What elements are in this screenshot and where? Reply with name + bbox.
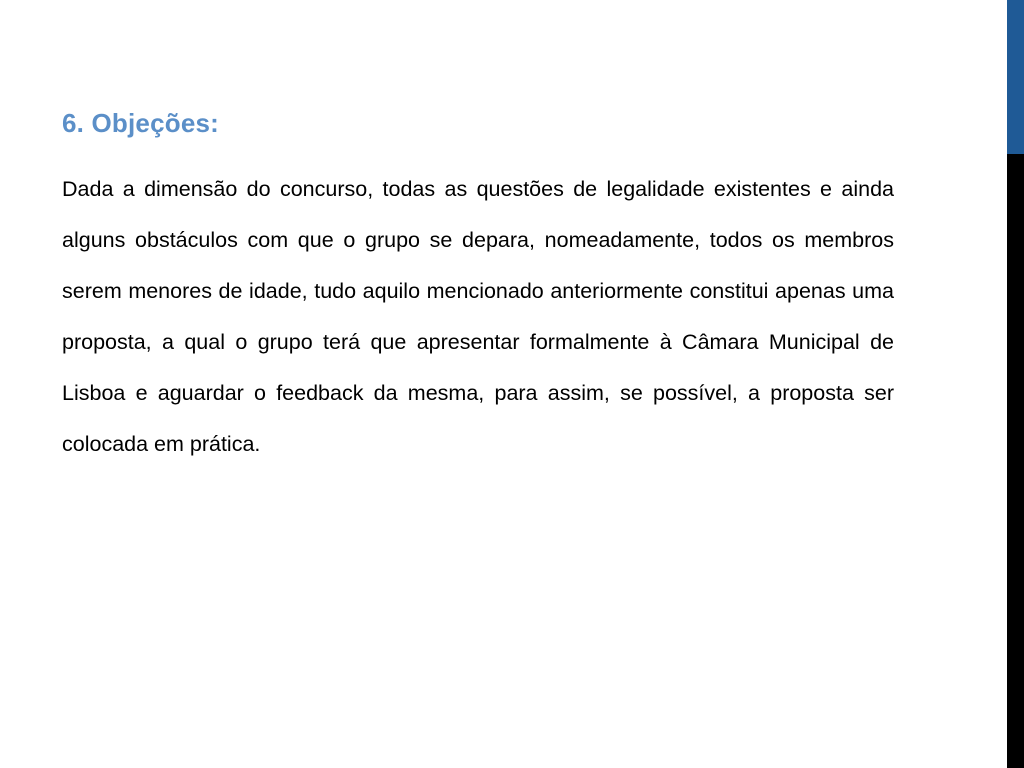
side-bar-accent [1007, 0, 1024, 154]
slide-body-text: Dada a dimensão do concurso, todas as questões de legalidade existentes e ainda alguns obstáculos com que o grupo se depara, nomeadamente, todos os membros serem menores de idade, tudo aquilo mencionado anteriormente constitui apenas uma proposta, a qual o grupo terá que apresentar formalmente à Câmara Municipal de Lisboa e aguardar o feedback da mesma, para assim, se possível, a proposta ser colocada em prática. [62, 177, 894, 456]
slide-heading: 6. Objeções: [62, 108, 220, 138]
